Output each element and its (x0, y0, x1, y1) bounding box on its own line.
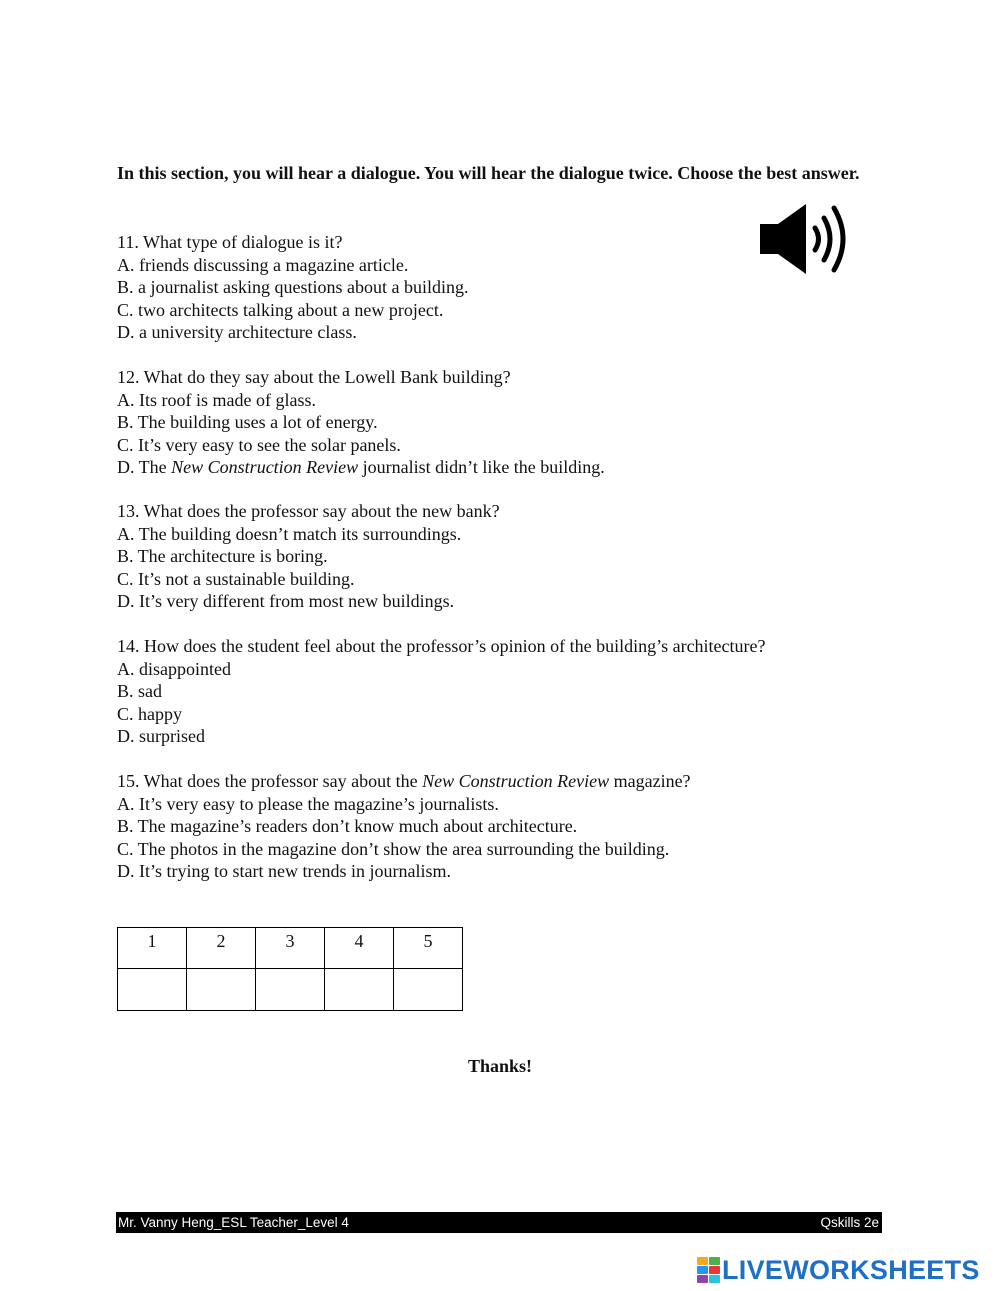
option-a[interactable]: A. The building doesn’t match its surroundings. (117, 523, 462, 544)
answer-table (117, 927, 463, 1011)
question-prompt (117, 770, 877, 793)
option-d[interactable]: D. It’s very different from most new buildings. (117, 591, 455, 612)
answer-box-1[interactable] (118, 969, 187, 1011)
answer-table-header-row (118, 928, 463, 969)
logo-blocks-icon (697, 1257, 719, 1283)
option-d[interactable] (117, 456, 877, 479)
instructions: In this section, you will hear a dialogue. You will hear the dialogue twice. Choose the best answer. (117, 163, 860, 183)
magazine-title: New Construction Review (422, 771, 610, 791)
option-c[interactable]: C. It’s very easy to see the solar panels. (117, 434, 401, 455)
footer-course: Qskills 2e (820, 1215, 879, 1230)
option-d[interactable]: D. a university architecture class. (117, 322, 357, 343)
option-c[interactable]: C. It’s not a sustainable building. (117, 568, 355, 589)
answer-header-1: 1 (118, 928, 187, 969)
question-12 (117, 366, 877, 479)
option-b[interactable]: B. The architecture is boring. (117, 546, 328, 567)
option-d[interactable]: D. surprised (117, 726, 205, 747)
answer-header-4: 4 (325, 928, 394, 969)
option-b[interactable]: B. The magazine’s readers don’t know much about architecture. (117, 816, 578, 837)
question-prompt: 14. How does the student feel about the professor’s opinion of the building’s architecture? (117, 636, 766, 656)
option-d[interactable]: D. It’s trying to start new trends in journalism. (117, 861, 451, 882)
liveworksheets-logo[interactable] (697, 1256, 980, 1284)
question-prompt: 11. What type of dialogue is it? (117, 232, 343, 252)
prompt-start: 15. What does the professor say about the (117, 771, 423, 791)
option-b[interactable]: B. sad (117, 681, 162, 702)
footer-author: Mr. Vanny Heng_ESL Teacher_Level 4 (118, 1215, 349, 1230)
answer-box-4[interactable] (325, 969, 394, 1011)
option-c[interactable]: C. The photos in the magazine don’t show the area surrounding the building. (117, 838, 670, 859)
answer-header-5: 5 (394, 928, 463, 969)
option-b[interactable]: B. a journalist asking questions about a building. (117, 277, 469, 298)
answer-header-2: 2 (187, 928, 256, 969)
option-a[interactable]: A. Its roof is made of glass. (117, 389, 316, 410)
option-c[interactable]: C. two architects talking about a new project. (117, 299, 444, 320)
option-d-start: D. The (117, 457, 172, 478)
question-13 (117, 500, 877, 613)
question-14 (117, 635, 877, 748)
brand-name: LIVEWORKSHEETS (722, 1255, 980, 1285)
answer-header-3: 3 (256, 928, 325, 969)
question-prompt: 12. What do they say about the Lowell Bank building? (117, 367, 511, 387)
answer-box-5[interactable] (394, 969, 463, 1011)
page-footer (116, 1212, 882, 1233)
question-15 (117, 770, 877, 883)
option-a[interactable]: A. disappointed (117, 658, 231, 679)
option-d-end: journalist didn’t like the building. (358, 457, 605, 478)
prompt-end: magazine? (609, 771, 691, 791)
option-a[interactable]: A. It’s very easy to please the magazine’s journalists. (117, 793, 499, 814)
answer-box-2[interactable] (187, 969, 256, 1011)
magazine-title: New Construction Review (171, 457, 359, 478)
answer-box-3[interactable] (256, 969, 325, 1011)
answer-table-input-row (118, 969, 463, 1011)
thanks-text: Thanks! (467, 1056, 533, 1076)
question-11 (117, 231, 877, 344)
question-prompt: 13. What does the professor say about the new bank? (117, 501, 500, 521)
option-b[interactable]: B. The building uses a lot of energy. (117, 412, 378, 433)
option-c[interactable]: C. happy (117, 703, 182, 724)
option-a[interactable]: A. friends discussing a magazine article. (117, 254, 409, 275)
